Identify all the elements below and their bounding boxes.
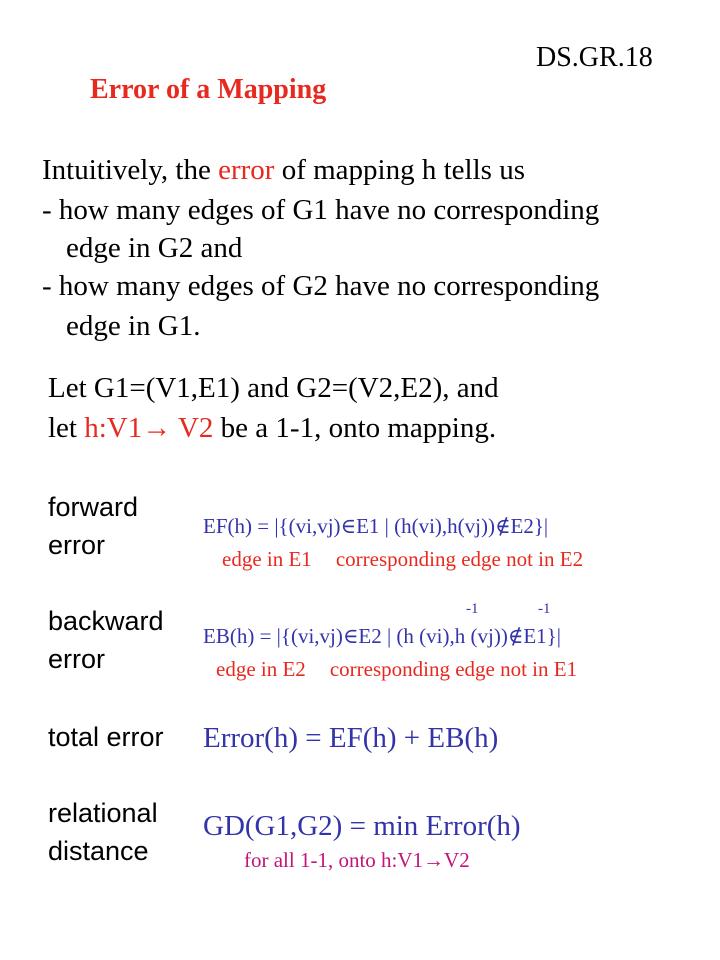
forward-error-note-2: corresponding edge not in E2 — [335, 547, 584, 571]
intro-line-1 — [42, 150, 525, 190]
backward-error-note-2: corresponding edge not in E1 — [329, 657, 578, 681]
total-error-formula: Error(h) = EF(h) + EB(h) — [203, 722, 499, 754]
intro-line-3: edge in G2 and — [66, 232, 243, 264]
relational-distance-formula: GD(G1,G2) = min Error(h) — [203, 810, 521, 842]
definition-line-2-post: be a 1-1, onto mapping. — [213, 412, 497, 444]
forward-error-formula: EF(h) = |{(vi,vj)∈E1 | (h(vi),h(vj))∉E2}| — [203, 514, 549, 538]
definition-line-2-pre: let — [48, 412, 85, 444]
intro-line-1-pre: Intuitively, the — [42, 154, 219, 186]
intro-line-4: - how many edges of G2 have no corresponding — [42, 270, 600, 302]
definition-line-1: Let G1=(V1,E1) and G2=(V2,E2), and — [48, 372, 499, 404]
label-forward-error — [48, 488, 138, 564]
label-backward-line-1: backward — [48, 606, 164, 636]
backward-error-superscript-2: -1 — [538, 601, 551, 617]
backward-error-notes — [216, 657, 577, 682]
label-backward-error — [48, 602, 164, 678]
intro-line-1-post: of mapping h tells us — [274, 154, 525, 186]
intro-line-2: - how many edges of G1 have no corresponding — [42, 194, 600, 226]
slide-title: Error of a Mapping — [90, 74, 327, 105]
backward-error-formula: EB(h) = |{(vi,vj)∈E2 | (h (vi),h (vj))∉E1}| — [203, 624, 561, 648]
forward-error-notes — [222, 547, 583, 572]
label-total-error: total error — [48, 722, 164, 752]
intro-line-5: edge in G1. — [66, 310, 201, 342]
forward-error-note-1: edge in E1 — [222, 547, 312, 571]
mapping-notation: h:V1→ V2 — [84, 412, 214, 444]
definition-line-2 — [48, 412, 496, 445]
label-relational-line-2: distance — [48, 836, 149, 866]
backward-error-superscript-1: -1 — [466, 601, 479, 617]
label-backward-line-2: error — [48, 644, 106, 674]
intro-error-word: error — [218, 154, 275, 186]
backward-error-note-1: edge in E2 — [216, 657, 306, 681]
label-forward-line-2: error — [48, 530, 106, 560]
label-relational-distance — [48, 794, 158, 870]
slide-id: DS.GR.18 — [536, 42, 653, 73]
label-relational-line-1: relational — [48, 798, 158, 828]
relational-distance-condition: for all 1-1, onto h:V1→V2 — [244, 848, 470, 872]
label-forward-line-1: forward — [48, 492, 139, 522]
